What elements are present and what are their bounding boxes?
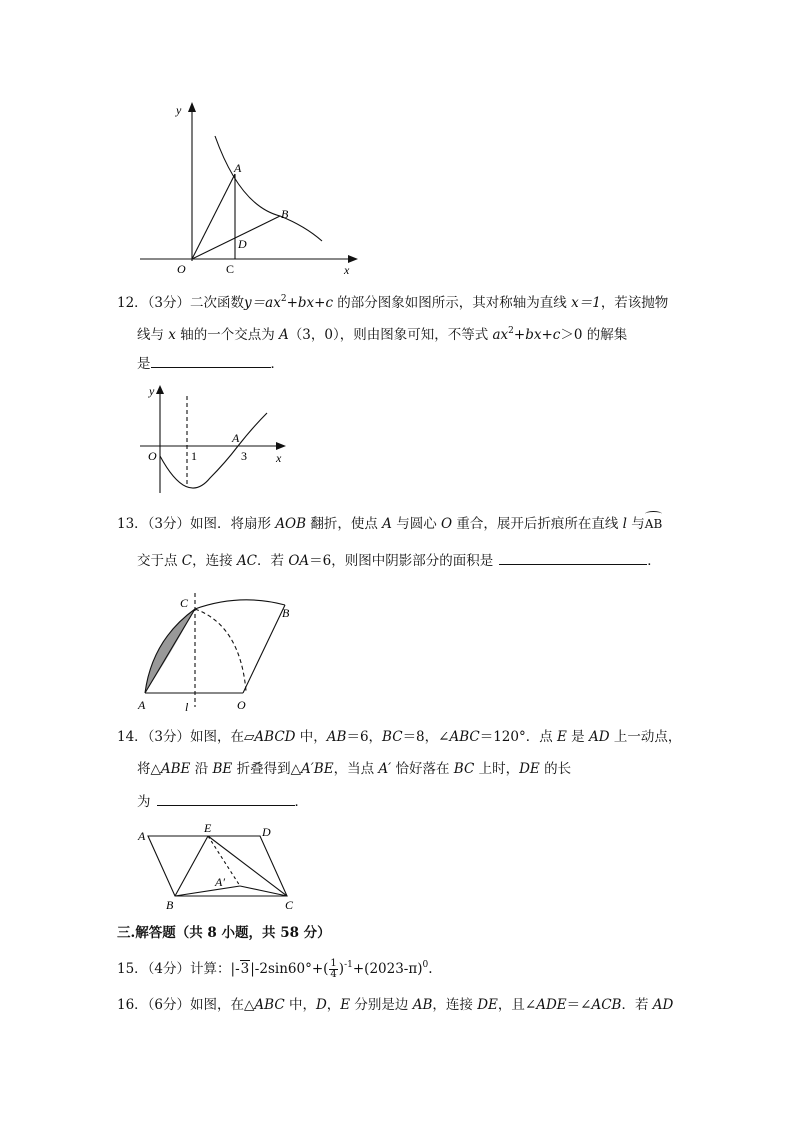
label-D: D bbox=[262, 825, 271, 839]
fraction-1-4: $\frac{1}{4}$ bbox=[330, 958, 337, 980]
label-D: D bbox=[238, 237, 247, 251]
q14-line2: 将△ABE 沿 BE 折叠得到△A′BE，当点 A′ 恰好落在 BC 上时，DE 的长 bbox=[137, 761, 572, 777]
label-B: B bbox=[282, 606, 290, 620]
label-Ap: A′ bbox=[215, 875, 225, 889]
label-C: C bbox=[180, 596, 189, 610]
q15-line: 15．（4分）计算：|-3|-2sin60°+( $\frac{1}{4}$ )$^{-1}+(2023-\pi)^0$. bbox=[117, 958, 433, 980]
q12-line2: 线与 x 轴的一个交点为 A（3，0），则由图象可知，不等式 $ax^2+bx+c>0$ 的解集 bbox=[137, 326, 628, 343]
q16-line1: 16．（6分）如图，在△ABC 中，D，E 分别是边 AB，连接 DE，且∠ADE＝∠ACB．若 AD bbox=[117, 997, 674, 1013]
q13-line1: 13．（3分）如图．将扇形 AOB 翻折，使点 A 与圆心 O 重合，展开后折痕所在直线 l 与AB bbox=[117, 516, 663, 532]
q14-line1: 14．（3分）如图，在▱ABCD 中，AB＝6，BC＝8，∠ABC＝120°．点 E 是 AD 上一动点， bbox=[117, 729, 682, 745]
segment-OB bbox=[243, 605, 285, 693]
figure-q11 bbox=[130, 96, 370, 281]
hyperbola-curve bbox=[215, 136, 322, 241]
label-O: O bbox=[237, 698, 246, 712]
label-y: y bbox=[176, 103, 182, 117]
label-3: 3 bbox=[241, 449, 247, 463]
label-A: A bbox=[138, 829, 146, 843]
answer-blank-q12[interactable] bbox=[151, 353, 271, 368]
label-O: O bbox=[177, 262, 186, 276]
folded-arc bbox=[195, 609, 246, 691]
figure-q14 bbox=[132, 820, 307, 912]
parabola-curve bbox=[160, 413, 267, 488]
label-x: x bbox=[276, 451, 282, 465]
sqrt-3: 3 bbox=[240, 961, 250, 977]
segment-BAp bbox=[175, 886, 240, 896]
label-E: E bbox=[204, 821, 212, 835]
q13-line2: 交于点 C，连接 AC．若 OA＝6，则图中阴影部分的面积是 ． bbox=[137, 550, 661, 571]
answer-blank-q14[interactable] bbox=[157, 791, 295, 806]
label-A: A bbox=[234, 161, 242, 175]
label-O: O bbox=[148, 449, 157, 463]
segment-OB bbox=[192, 216, 280, 259]
label-A: A bbox=[138, 698, 146, 712]
segment-AC bbox=[145, 609, 195, 693]
section-heading: 三.解答题（共 8 小题，共 58 分） bbox=[117, 925, 331, 941]
label-B: B bbox=[281, 207, 289, 221]
q14-line3: 为 ． bbox=[137, 791, 308, 812]
segment-BE bbox=[175, 836, 208, 896]
q12-line1: 12．（3分）二次函数$y=ax^2+bx+c$ 的部分图象如图所示，其对称轴为直线 x＝1，若该抛物 bbox=[117, 294, 669, 311]
label-1: 1 bbox=[191, 449, 197, 463]
segment-OA bbox=[192, 174, 235, 259]
figure-q13 bbox=[130, 585, 305, 715]
figure-q12 bbox=[135, 378, 305, 498]
answer-blank-q13[interactable] bbox=[499, 550, 647, 565]
label-l: l bbox=[185, 700, 189, 714]
label-y: y bbox=[149, 384, 155, 398]
label-x: x bbox=[344, 263, 350, 277]
label-C: C bbox=[285, 898, 294, 912]
label-B: B bbox=[166, 898, 174, 912]
label-A: A bbox=[232, 431, 240, 445]
q12-line3: 是 ． bbox=[137, 353, 284, 374]
label-C: C bbox=[226, 262, 235, 276]
